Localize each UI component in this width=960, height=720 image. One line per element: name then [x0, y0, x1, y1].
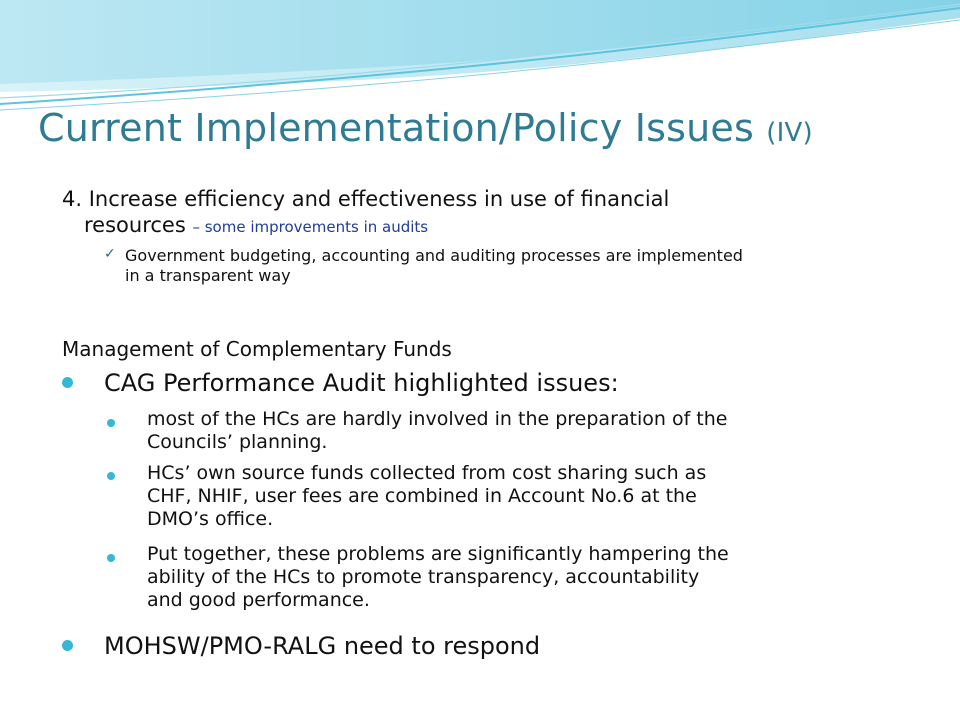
point-4-note: – some improvements in audits	[192, 218, 429, 236]
title-main: Current Implementation/Policy Issues	[38, 106, 754, 150]
sub-bullet-2-line-1: HCs’ own source funds collected from cost sharing such as	[147, 462, 707, 484]
bullet-cag-audit: CAG Performance Audit highlighted issues:	[104, 369, 619, 397]
point-4-line-1: 4. Increase efficiency and effectiveness in use of financial	[62, 187, 670, 211]
sub-bullet-2-line-3: DMO’s office.	[147, 508, 274, 530]
management-heading: Management of Complementary Funds	[62, 337, 452, 361]
title-suffix: (IV)	[766, 118, 813, 148]
sub-bullet-3-line-3: and good performance.	[147, 589, 370, 611]
slide-title	[38, 106, 813, 150]
point-4-line-2	[84, 213, 428, 239]
sub-bullet-3-line-2: ability of the HCs to promote transparency, accountability	[147, 566, 700, 588]
bullet-dot-icon	[62, 377, 73, 388]
sub-bullet-1-line-2: Councils’ planning.	[147, 431, 328, 453]
check-item-line-1: Government budgeting, accounting and auditing processes are implemented	[125, 246, 743, 265]
bullet-dot-icon	[62, 640, 73, 651]
bullet-dot-icon	[107, 419, 115, 427]
check-icon: ✓	[104, 246, 116, 262]
check-item-line-2: in a transparent way	[125, 266, 291, 285]
sub-bullet-2-line-2: CHF, NHIF, user fees are combined in Account No.6 at the	[147, 485, 697, 507]
sub-bullet-1-line-1: most of the HCs are hardly involved in the preparation of the	[147, 408, 728, 430]
bullet-dot-icon	[107, 472, 115, 480]
point-4-resources: resources	[84, 213, 186, 237]
bullet-dot-icon	[107, 554, 115, 562]
bullet-mohsw-response: MOHSW/PMO-RALG need to respond	[104, 632, 541, 660]
sub-bullet-3-line-1: Put together, these problems are significantly hampering the	[147, 543, 729, 565]
